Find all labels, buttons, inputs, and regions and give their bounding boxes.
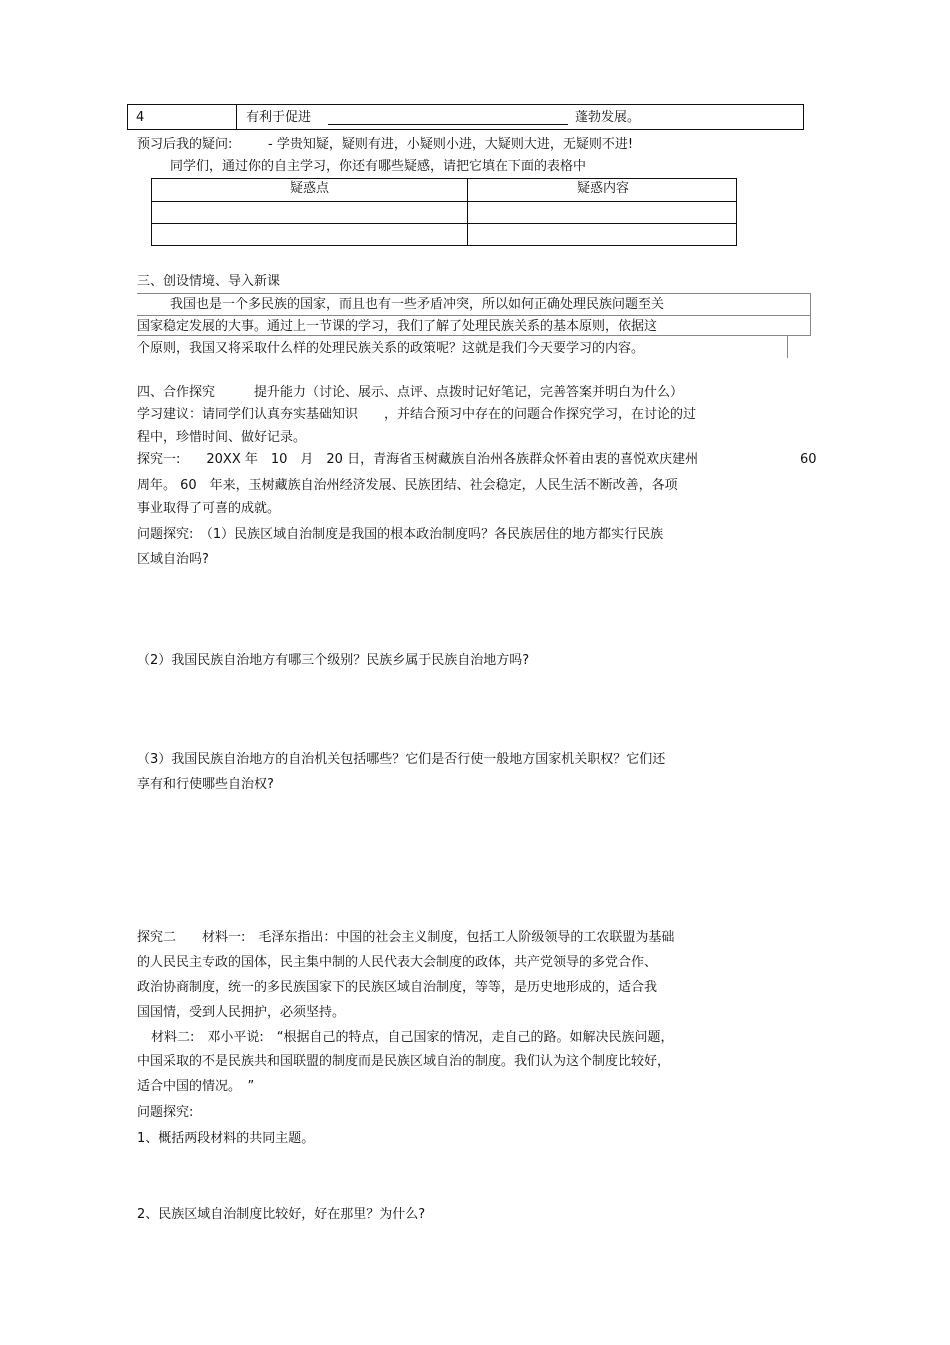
- explore2-material1-line-2: 的人民民主专政的国体，民主集中制的人民代表大会制度的政体，共产党领导的多党合作、: [137, 955, 658, 970]
- section3-line-1: 我国也是一个多民族的国家，而且也有一些矛盾冲突，所以如何正确处理民族问题至关: [170, 297, 665, 312]
- frame-line: [137, 335, 811, 336]
- study-advice-line-1: 学习建议：请同学们认真夯实基础知识 ，并结合预习中存在的问题合作探究学习，在讨论的过: [137, 407, 697, 422]
- explore2-material1-line-3: 政治协商制度，统一的多民族国家下的民族区域自治制度，等等，是历史地形成的，适合我: [137, 980, 658, 995]
- explore2-questions-label: 问题探究:: [137, 1105, 194, 1120]
- frame-line: [810, 293, 811, 335]
- explore1-line-2: 周年。 60 年来，玉树藏族自治州经济发展、民族团结、社会稳定，人民生活不断改善，各项: [137, 478, 678, 493]
- row-suffix: 蓬勃发展。: [575, 110, 641, 125]
- explore1-line-1: 探究一: 20XX 年 10 月 20 日，青海省玉树藏族自治州各族群众怀着由衷的喜悦欢庆建州: [137, 452, 699, 467]
- explore2-material2-line-3: 适合中国的情况。 ”: [137, 1079, 255, 1094]
- doubt-cell-content-1[interactable]: [468, 202, 736, 223]
- fill-blank-line[interactable]: [328, 124, 568, 125]
- explore1-question-1-line-1: 问题探究: （1）民族区域自治制度是我国的根本政治制度吗？各民族居住的地方都实行民族: [137, 527, 664, 542]
- frame-line: [787, 336, 788, 358]
- frame-line: [137, 293, 811, 294]
- preview-motto: - 学贵知疑，疑则有进，小疑则小进，大疑则大进，无疑则不进!: [268, 137, 634, 152]
- table-divider: [236, 105, 237, 129]
- doubt-cell-content-2[interactable]: [468, 224, 736, 245]
- row-prefix: 有利于促进: [246, 110, 312, 125]
- explore2-material1-line-4: 国国情，受到人民拥护，必须坚持。: [137, 1005, 346, 1020]
- frame-line: [137, 315, 811, 316]
- explore2-material2-line-2: 中国采取的不是民族共和国联盟的制度而是民族区域自治的制度。我们认为这个制度比较好，: [137, 1054, 671, 1069]
- explore1-line-1-end: 60: [800, 452, 817, 467]
- explore2-question-1: 1、概括两段材料的共同主题。: [137, 1131, 315, 1146]
- preview-instruction: 同学们，通过你的自主学习，你还有哪些疑感，请把它填在下面的表格中: [170, 159, 587, 174]
- explore1-question-3-line-1: （3）我国民族自治地方的自治机关包括哪些？它们是否行使一般地方国家机关职权？它们还: [137, 752, 666, 767]
- section3-line-2: 国家稳定发展的大事。通过上一节课的学习，我们了解了处理民族关系的基本原则，依据这: [137, 319, 658, 334]
- doubt-header-point: 疑惑点: [289, 181, 329, 196]
- explore2-question-2: 2、民族区域自治制度比较好，好在那里？为什么?: [137, 1207, 426, 1222]
- explore2-material2-line-1: 材料二: 邓小平说: “根据自己的特点，自己国家的情况，走自己的路。如解决民族问题，: [151, 1030, 674, 1045]
- doubt-cell-point-2[interactable]: [152, 224, 467, 245]
- section3-title: 三、创设情境、导入新课: [137, 274, 281, 289]
- doubt-table: [151, 178, 737, 246]
- explore1-line-3: 事业取得了可喜的成就。: [137, 501, 281, 516]
- section3-line-3: 个原则，我国又将采取什么样的处理民族关系的政策呢？这就是我们今天要学习的内容。: [137, 341, 645, 356]
- explore1-question-2: （2）我国民族自治地方有哪三个级别？民族乡属于民族自治地方吗?: [137, 653, 530, 668]
- row-number: 4: [136, 110, 145, 125]
- doubt-cell-point-1[interactable]: [152, 202, 467, 223]
- explore2-material1-line-1: 探究二 材料一: 毛泽东指出：中国的社会主义制度，包括工人阶级领导的工农联盟为基础: [137, 930, 675, 945]
- preview-question-label: 预习后我的疑问:: [137, 137, 233, 152]
- section4-title: 四、合作探究: [137, 385, 216, 400]
- explore1-question-1-line-2: 区域自治吗?: [137, 552, 209, 567]
- section4-subtitle: 提升能力（讨论、展示、点评、点拨时记好笔记，完善答案并明白为什么）: [254, 385, 684, 400]
- top-table: [127, 104, 804, 130]
- doubt-header-content: 疑惑内容: [576, 181, 629, 196]
- explore1-question-3-line-2: 享有和行使哪些自治权?: [137, 777, 274, 792]
- study-advice-line-2: 程中，珍惜时间、做好记录。: [137, 430, 307, 445]
